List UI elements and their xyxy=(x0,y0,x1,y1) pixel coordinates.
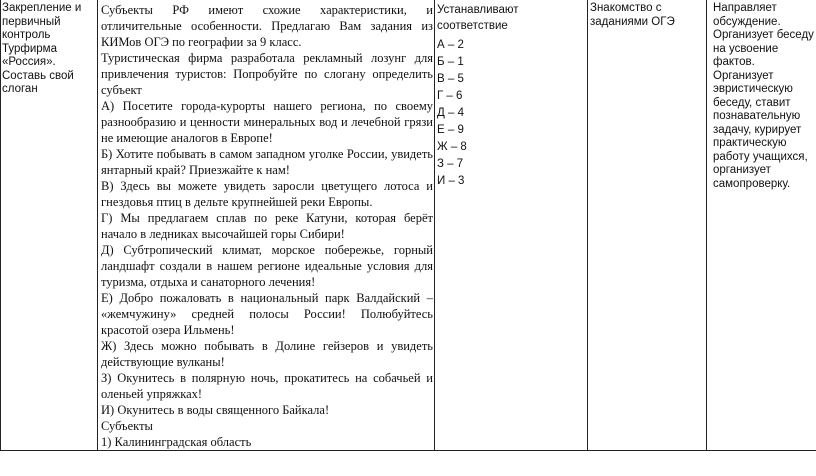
teacher-role-text: Направляет обсуждение. Организует беседу на усвоение фактов. Организует эвристическую беседу, ставит познавательную задачу, курирует практическую работу учащихся, организует самопроверку. xyxy=(713,2,814,190)
teacher-content-cell xyxy=(98,0,435,451)
slogan-item: В) Здесь вы можете увидеть заросли цветущего лотоса и гнездовья птиц в дельте крупнейшей реки Европы. xyxy=(101,179,433,209)
slogan-item: Д) Субтропический климат, морское побережье, горный ландшафт создали в нашем регионе идеальные условия для туризма, отдыха и санаторного лечения! xyxy=(101,243,433,289)
activity-heading: Устанавливают соответствие xyxy=(437,4,519,32)
slogan-item: А) Посетите города-курорты нашего региона, по своему разнообразию и ценности минеральных вод и лечебной грязи не имеющие аналогов в Европе! xyxy=(101,99,433,145)
answer-item: Д – 4 xyxy=(437,107,464,119)
answer-item: Б – 1 xyxy=(437,56,464,68)
answer-item: Ж – 8 xyxy=(437,141,467,153)
student-activity-cell xyxy=(435,0,588,451)
answer-item: З – 7 xyxy=(437,158,464,170)
answer-item: И – 3 xyxy=(437,175,465,187)
stage-text: Закрепление и первичный контроль Турфирма «Россия». Составь свой слоган xyxy=(2,2,82,95)
slogan-item: Б) Хотите побывать в самом западном уголке России, увидеть янтарный край? Приезжайте к нам! xyxy=(101,147,433,177)
answer-item: А – 2 xyxy=(437,39,464,51)
slogan-item: Ж) Здесь можно побывать в Долине гейзеров и увидеть действующие вулканы! xyxy=(101,339,433,369)
intro-text: Субъекты РФ имеют схожие характеристики, и отличительные особенности. Предлагаю Вам задания из КИМов ОГЭ по географии за 9 класс. xyxy=(101,3,433,49)
teacher-role-cell xyxy=(707,0,816,451)
answer-item: В – 5 xyxy=(437,73,464,85)
subject-item: 1) Калининградская область xyxy=(101,435,252,449)
answer-item: Е – 9 xyxy=(437,124,464,136)
result-text: Знакомство с заданиями ОГЭ xyxy=(590,2,675,28)
task-text: Туристическая фирма разработала рекламный лозунг для привлечения туристов: Попробуйте по слогану определить субъект xyxy=(101,51,433,97)
result-cell xyxy=(588,0,707,451)
answer-item: Г – 6 xyxy=(437,90,463,102)
subjects-heading: Субъекты xyxy=(101,419,153,433)
slogan-item: З) Окунитесь в полярную ночь, прокатитесь на собачьей и оленьей упряжках! xyxy=(101,371,433,401)
slogan-list xyxy=(101,98,433,418)
slogan-item: Е) Добро пожаловать в национальный парк Валдайский – «жемчужину» средней полосы России! Полюбуйтесь красотой озера Ильмень! xyxy=(101,291,433,337)
table-row xyxy=(1,0,816,451)
slogan-item: Г) Мы предлагаем сплав по реке Катуни, которая берёт начало в ледниках высочайшей горы Сибири! xyxy=(101,211,433,241)
stage-cell xyxy=(1,0,98,451)
slogan-item: И) Окунитесь в воды священного Байкала! xyxy=(101,403,330,417)
